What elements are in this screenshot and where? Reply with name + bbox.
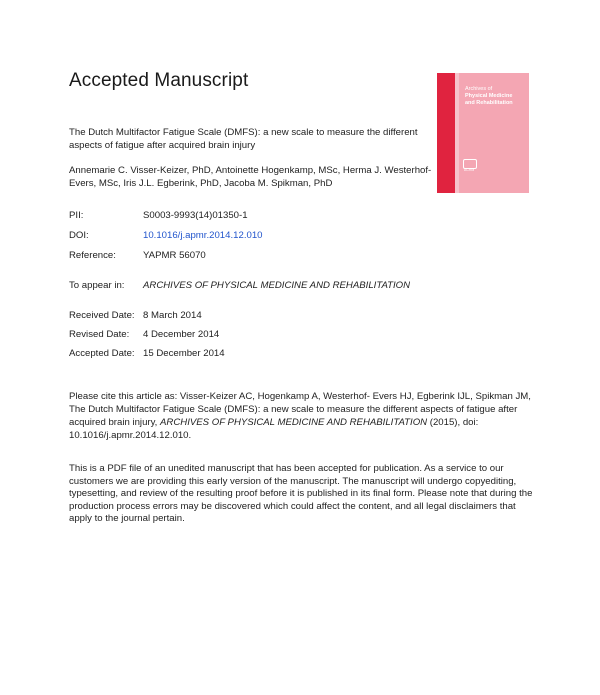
appear-in-value: ARCHIVES OF PHYSICAL MEDICINE AND REHABILITATION — [143, 280, 411, 291]
citation-paragraph — [69, 390, 539, 442]
accepted-date-row — [69, 348, 225, 359]
citation-text-1: Please cite this article as: Visser-Keizer AC, Hogenkamp A, Westerhof- Evers HJ, Egberink IJL, Spikman JM, The Dutch Multifactor Fatigue Scale (DMFS): a new scale to measure the different aspects of fatigue after acquired brain injury, — [69, 391, 531, 428]
reference-value: YAPMR 56070 — [143, 250, 206, 261]
cover-light-stripe — [455, 73, 459, 193]
cover-title-line-3: and Rehabilitation — [465, 100, 513, 106]
received-date-value: 8 March 2014 — [143, 310, 202, 321]
cover-title-line-2: Physical Medicine — [465, 93, 513, 99]
citation-journal: ARCHIVES OF PHYSICAL MEDICINE AND REHABILITATION — [160, 417, 428, 428]
pii-label: PII: — [69, 210, 84, 221]
page-heading: Accepted Manuscript — [69, 70, 249, 91]
reference-label: Reference: — [69, 250, 116, 261]
journal-cover-image — [437, 73, 529, 193]
accepted-date-value: 15 December 2014 — [143, 348, 225, 359]
revised-date-row — [69, 329, 220, 340]
citation-text-2: (2015), doi: 10.1016/j.apmr.2014.12.010. — [69, 417, 479, 441]
cover-title-line-1: Archives of — [465, 86, 493, 92]
revised-date-value: 4 December 2014 — [143, 329, 220, 340]
doi-label: DOI: — [69, 230, 89, 241]
article-title: The Dutch Multifactor Fatigue Scale (DMFS): a new scale to measure the different aspects of fatigue after acquired brain injury — [69, 127, 418, 151]
doi-row — [69, 230, 263, 241]
acrm-logo-text: ACRM — [464, 168, 475, 172]
doi-link[interactable]: 10.1016/j.apmr.2014.12.010 — [143, 230, 263, 241]
appear-in-row — [69, 280, 411, 291]
article-authors: Annemarie C. Visser-Keizer, PhD, Antoinette Hogenkamp, MSc, Herma J. Westerhof-Evers, MSc, Iris J.L. Egberink, PhD, Jacoba M. Spikman, PhD — [69, 165, 432, 189]
pii-value: S0003-9993(14)01350-1 — [143, 210, 248, 221]
accepted-date-label: Accepted Date: — [69, 348, 135, 359]
reference-row — [69, 250, 206, 261]
revised-date-label: Revised Date: — [69, 329, 130, 340]
appear-in-label: To appear in: — [69, 280, 125, 291]
received-date-row — [69, 310, 202, 321]
unedited-manuscript-notice: This is a PDF file of an unedited manuscript that has been accepted for publication. As a service to our customers we are providing this early version of the manuscript. The manuscript will undergo copyediting, typesetting, and review of the resulting proof before it is published in its final form. Please note that during the production process errors may be discovered which could affect the content, and all legal disclaimers that apply to the journal pertain. — [69, 463, 533, 525]
cover-red-stripe — [437, 73, 455, 193]
pii-row — [69, 210, 248, 221]
received-date-label: Received Date: — [69, 310, 135, 321]
